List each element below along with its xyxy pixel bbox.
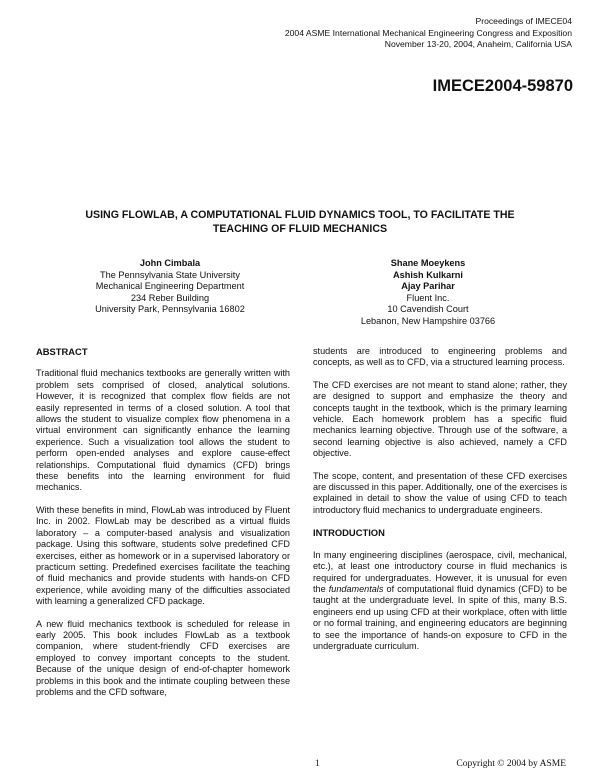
affiliation-line: 234 Reber Building: [130, 292, 210, 303]
paper-title-line-2: TEACHING OF FLUID MECHANICS: [212, 223, 388, 235]
author-block-left: [60, 258, 280, 316]
page-number: 1: [315, 759, 320, 769]
affiliation-line: The Pennsylvania State University: [100, 269, 240, 280]
abstract-paragraph-5: The CFD exercises are not meant to stand alone; rather, they are designed to support and emphasize the theory and concepts taught in the textbook, which is the primary learning vehicle. Each homework problem has a specific fluid mechanics learning objective. Through use of the software, a second learning objective is also achieved, namely a CFD objective.: [313, 379, 567, 459]
abstract-paragraph-6: The scope, content, and presentation of these CFD exercises are discussed in this paper. Additionally, one of the exercises is explained in detail to show the value of using CFD to teach introductory fluid mechanics to undergraduate engineers.: [313, 470, 567, 515]
intro-text-part: In many engineering disciplines (aerospace, civil, mechanical, etc.), at least one introductory course in fluid mechanics is required for undergraduates. However, it is unusual for even the: [313, 549, 567, 594]
affiliation-line: Mechanical Engineering Department: [95, 281, 245, 292]
affiliation-line: University Park, Pennsylvania 16802: [95, 304, 245, 315]
abstract-paragraph-3: A new fluid mechanics textbook is scheduled for release in early 2005. This book includes FlowLab as a textbook companion, where student-friendly CFD exercises are employed to convey important concepts to the student. Because of the unique design of end-of-chapter homework problems in this book and the intimate coupling between these problems and the CFD software,: [36, 618, 290, 697]
abstract-heading: ABSTRACT: [36, 346, 88, 357]
author-name: Shane Moeykens: [390, 258, 466, 268]
paper-id: IMECE2004-59870: [432, 77, 573, 95]
author-block-right: [318, 258, 538, 328]
author-name: Ashish Kulkarni: [393, 269, 463, 280]
author-name: Ajay Parihar: [401, 281, 455, 292]
intro-emphasis: fundamentals: [328, 583, 384, 594]
paper-title: [40, 208, 560, 236]
proceedings-title: Proceedings of IMECE04: [475, 16, 572, 26]
conference-name: 2004 ASME International Mechanical Engineering Congress and Exposition: [284, 27, 572, 38]
right-column: [313, 346, 567, 663]
conference-date-location: November 13-20, 2004, Anaheim, California USA: [384, 39, 572, 49]
abstract-paragraph-1: Traditional fluid mechanics textbooks are generally written with problem sets comprised of closed, analytical solutions. However, it is recognized that complex flow fields are not easily represented in terms of a closed solution. A tool that allows the student to visualize complex flow phenomena in a virtual environment can significantly enhance the learning experience. Such a visualization tool allows the student to perform open-ended analyses and explore cause-effect relationships. Computational fluid dynamics (CFD) brings these benefits into the learning environment for fluid mechanics.: [36, 368, 290, 493]
proceedings-header: [132, 16, 572, 51]
affiliation-line: Fluent Inc.: [406, 292, 450, 303]
introduction-paragraph-1: [313, 550, 567, 653]
introduction-heading: INTRODUCTION: [313, 527, 385, 539]
abstract-paragraph-2: With these benefits in mind, FlowLab was introduced by Fluent Inc. in 2002. FlowLab may be described as a virtual fluids laboratory – a computer-based analysis and visualization package. Using this software, students solve predefined CFD exercises, either as homework or in a supervised laboratory or practicum setting. Predefined exercises facilitate the teaching of fluid mechanics and provide students with hands-on CFD experience, while avoiding many of the difficulties associated with learning a generalized CFD package.: [36, 504, 290, 607]
intro-text-part: of computational fluid dynamics (CFD) to be taught at the undergraduate level. In spite of this, many B.S. engineers end up using CFD at their workplace, often with little or no formal training, and engineering educators are beginning to see the importance of hands-on exposure to CFD in the undergraduate curriculum.: [313, 583, 567, 651]
affiliation-line: 10 Cavendish Court: [387, 304, 469, 315]
author-name: John Cimbala: [139, 258, 201, 268]
left-column: [36, 346, 290, 709]
affiliation-line: Lebanon, New Hampshire 03766: [360, 315, 496, 326]
abstract-paragraph-4: students are introduced to engineering problems and concepts, as well as to CFD, via a structured learning process.: [313, 346, 567, 368]
paper-title-line-1: USING FLOWLAB, A COMPUTATIONAL FLUID DYNAMICS TOOL, TO FACILITATE THE: [85, 209, 515, 221]
copyright-notice: Copyright © 2004 by ASME: [456, 759, 566, 769]
